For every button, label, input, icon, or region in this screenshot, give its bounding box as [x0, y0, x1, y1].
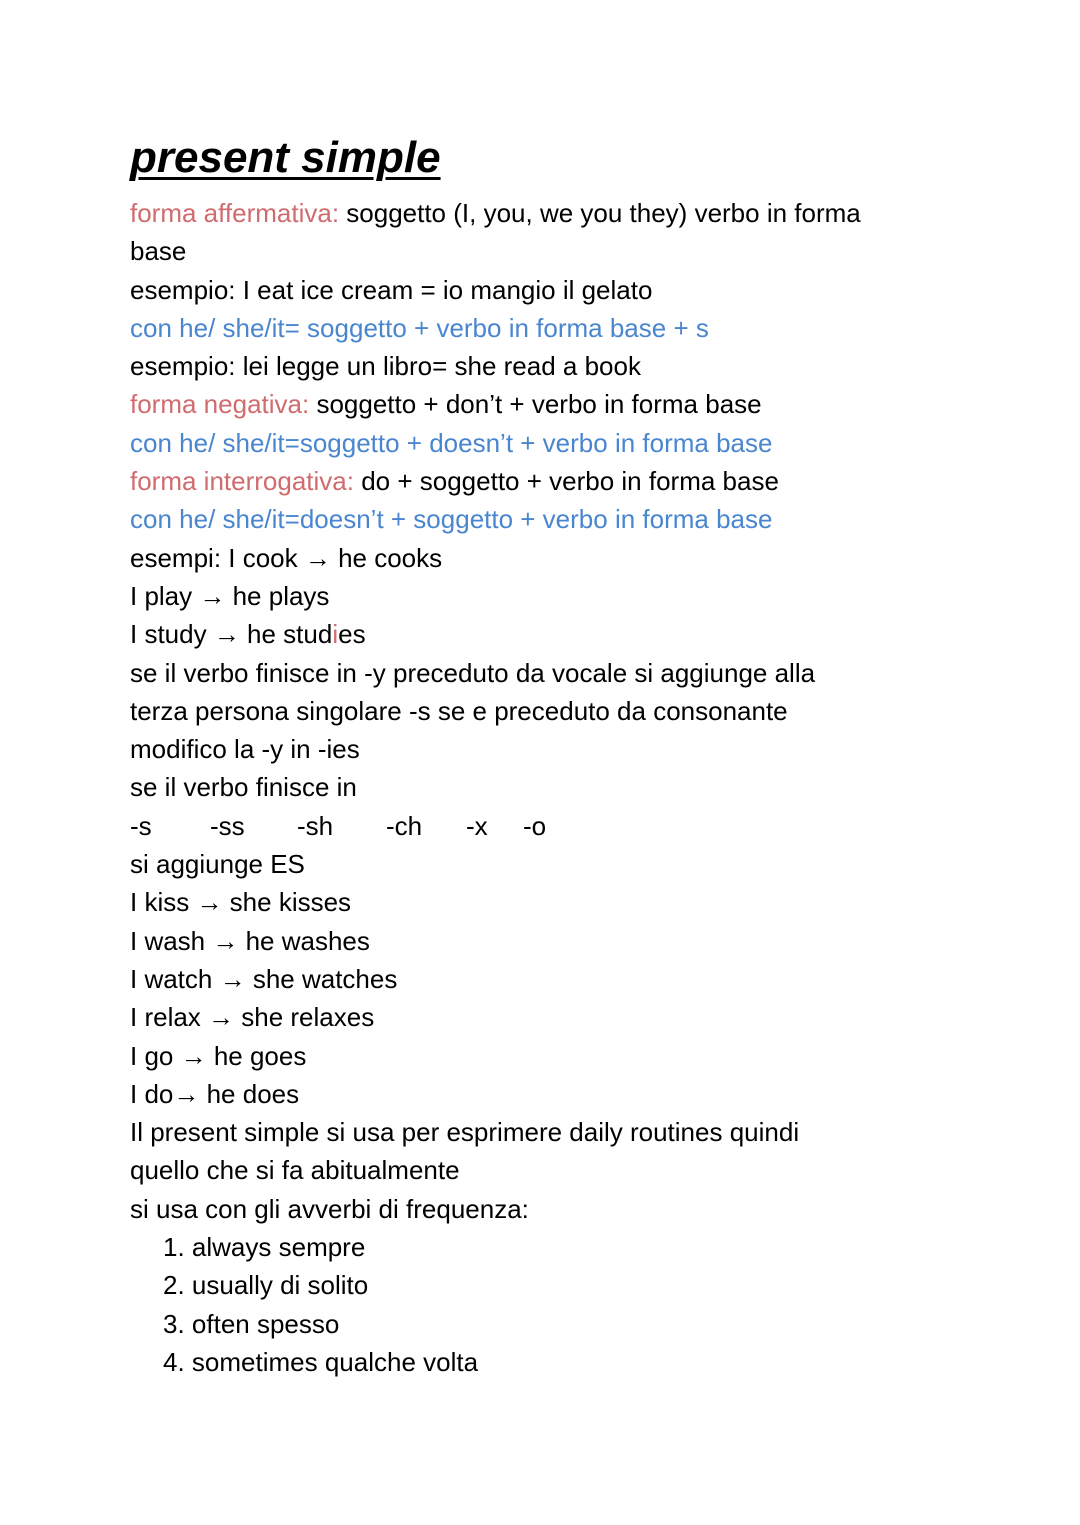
negative-text: soggetto + don’t + verbo in forma base — [309, 389, 762, 420]
affirmative-example: esempio: I eat ice cream = io mangio il gelato — [130, 274, 653, 305]
ending-ss: -ss — [210, 810, 245, 841]
ending-x: -x — [466, 810, 488, 841]
affirmative-form-line — [130, 194, 960, 232]
affirmative-label: forma affermativa: — [130, 198, 340, 228]
usage-line-3: si usa con gli avverbi di frequenza: — [130, 1193, 529, 1224]
ending-ch: -ch — [386, 810, 423, 841]
example-play: I play → he plays — [130, 580, 330, 611]
affirmative-third-person-example: esempio: lei legge un libro= she read a book — [130, 351, 641, 382]
example-kiss: I kiss → she kisses — [130, 887, 352, 918]
example-study-highlight: i — [332, 619, 339, 650]
interrogative-third-person-rule: con he/ she/it=doesn’t + soggetto + verbo in forma base — [130, 504, 773, 535]
interrogative-form-line — [130, 462, 960, 500]
adverb-always: 1. always sempre — [163, 1232, 366, 1263]
affirmative-third-person-rule: con he/ she/it= soggetto + verbo in forma base + s — [130, 312, 709, 343]
example-do: I do→ he does — [130, 1078, 300, 1109]
example-wash: I wash → he washes — [130, 925, 370, 956]
adverb-often: 3. often spesso — [163, 1308, 340, 1339]
affirmative-text: soggetto (I, you, we you they) verbo in forma — [339, 198, 861, 228]
ending-sh: -sh — [297, 810, 334, 841]
interrogative-text: do + soggetto + verbo in forma base — [353, 466, 779, 497]
usage-line-1: Il present simple si usa per esprimere daily routines quindi — [130, 1117, 800, 1148]
example-study-suffix: es — [338, 619, 366, 650]
negative-third-person-rule: con he/ she/it=soggetto + doesn’t + verbo in forma base — [130, 427, 773, 458]
ending-o: -o — [523, 810, 547, 841]
example-go: I go → he goes — [130, 1040, 307, 1071]
es-rule-result: si aggiunge ES — [130, 849, 305, 880]
example-study — [130, 615, 960, 653]
es-rule-intro: se il verbo finisce in — [130, 772, 357, 803]
page-title: present simple — [130, 133, 441, 182]
affirmative-continuation: base — [130, 236, 187, 267]
adverb-usually: 2. usually di solito — [163, 1270, 369, 1301]
frequency-adverbs-list — [130, 1228, 960, 1381]
interrogative-label: forma interrogativa: — [130, 466, 354, 497]
es-rule-endings — [130, 807, 960, 845]
adverb-sometimes: 4. sometimes qualche volta — [163, 1346, 479, 1377]
example-cook: esempi: I cook → he cooks — [130, 542, 443, 573]
negative-label: forma negativa: — [130, 389, 310, 420]
document-page — [130, 130, 960, 1381]
example-study-prefix: I study → he stud — [130, 619, 333, 650]
y-rule-line-1: se il verbo finisce in -y preceduto da vocale si aggiunge alla — [130, 657, 816, 688]
example-watch: I watch → she watches — [130, 963, 398, 994]
negative-form-line — [130, 385, 960, 423]
ending-s: -s — [130, 810, 152, 841]
y-rule-line-2: terza persona singolare -s se e preceduto da consonante — [130, 695, 788, 726]
example-relax: I relax → she relaxes — [130, 1002, 375, 1033]
usage-line-2: quello che si fa abitualmente — [130, 1155, 460, 1186]
y-rule-line-3: modifico la -y in -ies — [130, 734, 360, 765]
